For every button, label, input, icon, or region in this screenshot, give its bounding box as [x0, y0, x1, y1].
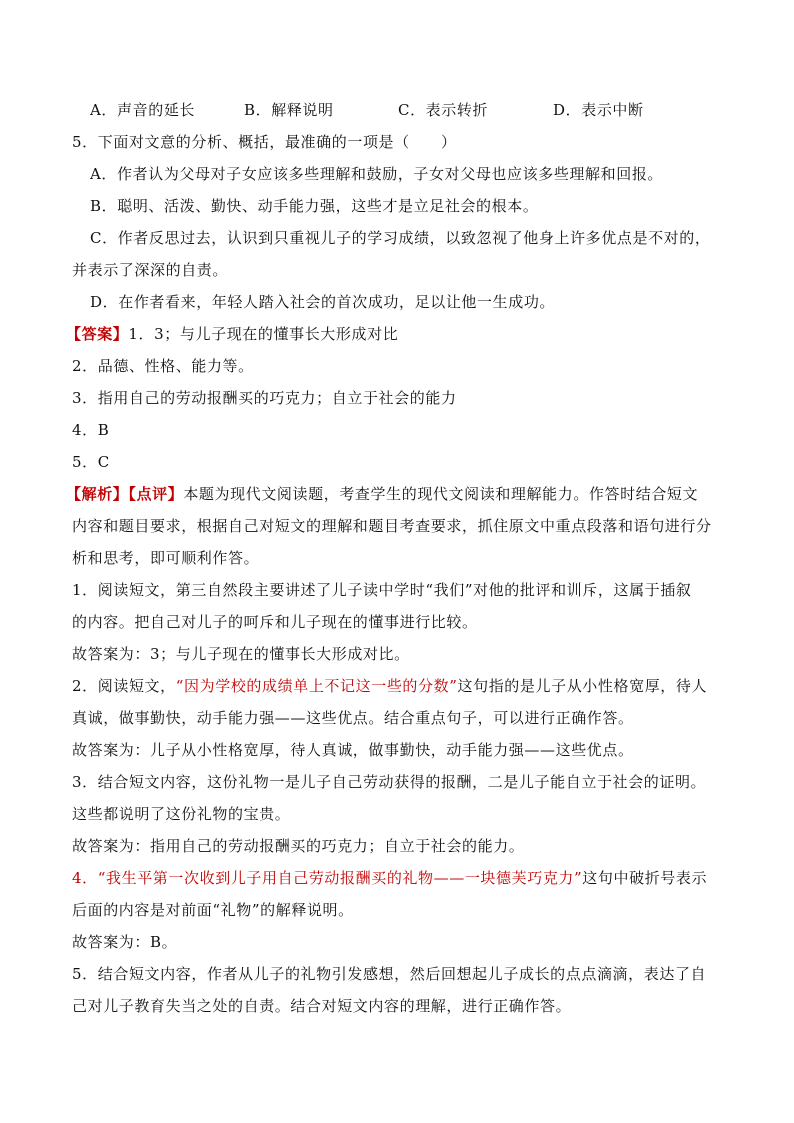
- q4-option-d: D．表示中断: [553, 101, 644, 119]
- explain-5-line-1: 5．结合短文内容，作者从儿子的礼物引发感想，然后回想起儿子成长的点点滴滴，表达了自: [72, 965, 707, 983]
- explain-4-line-1: [72, 868, 732, 888]
- explain-4-line-2: 后面的内容是对前面“礼物”的解释说明。: [72, 901, 354, 919]
- explain-3-answer: 故答案为：指用自己的劳动报酬买的巧克力；自立于社会的能力。: [72, 837, 525, 855]
- explain-1-line-2: 的内容。把自己对儿子的呵斥和儿子现在的懂事进行比较。: [72, 613, 478, 631]
- explain-3-line-1: 3．结合短文内容，这份礼物一是儿子自己劳动获得的报酬，二是儿子能自立于社会的证明。: [72, 773, 707, 791]
- q5-option-c: C．作者反思过去，认识到只重视儿子的学习成绩，以致忽视了他身上许多优点是不对的，: [90, 229, 711, 247]
- q4-option-c: C．表示转折: [398, 101, 489, 119]
- answer-line-1: [66, 324, 726, 344]
- answer-tag: 【答案】: [66, 325, 129, 343]
- q4-option-b: B．解释说明: [244, 101, 334, 119]
- analysis-intro-3: 析和思考，即可顺利作答。: [72, 549, 260, 567]
- answer-1: 1．3；与儿子现在的懂事长大形成对比: [128, 325, 399, 343]
- explain-1-answer: 故答案为：3；与儿子现在的懂事长大形成对比。: [72, 645, 410, 663]
- q5-option-a: A．作者认为父母对子女应该多些理解和鼓励，子女对父母也应该多些理解和回报。: [90, 165, 664, 183]
- explain-2-prefix: 2．阅读短文，: [72, 677, 176, 695]
- explain-2-answer: 故答案为：儿子从小性格宽厚，待人真诚，做事勤快，动手能力强——这些优点。: [72, 741, 634, 759]
- explain-5-line-2: 己对儿子教育失当之处的自责。结合对短文内容的理解，进行正确作答。: [72, 997, 572, 1015]
- q5-option-b: B．聪明、活泼、勤快、动手能力强，这些才是立足社会的根本。: [90, 197, 539, 215]
- q5-option-c-cont: 并表示了深深的自责。: [72, 261, 229, 279]
- explain-4-answer: 故答案为：B。: [72, 933, 178, 951]
- analysis-intro-2: 内容和题目要求，根据自己对短文的理解和题目考查要求，抓住原文中重点段落和语句进行分: [72, 517, 712, 535]
- explain-2-line-1: [72, 676, 732, 696]
- explain-2-line-2: 真诚，做事勤快，动手能力强——这些优点。结合重点句子，可以进行正确作答。: [72, 709, 634, 727]
- q5-option-d: D．在作者看来，年轻人踏入社会的首次成功，足以让他一生成功。: [90, 293, 556, 311]
- answer-2: 2．品德、性格、能力等。: [72, 357, 254, 375]
- answer-5: 5．C: [72, 453, 110, 471]
- explain-4-quote: 4．“我生平第一次收到儿子用自己劳动报酬买的礼物——一块德芙巧克力”: [72, 869, 583, 887]
- explain-2-rest: 这句指的是儿子从小性格宽厚，待人: [457, 677, 708, 695]
- analysis-intro-text: 本题为现代文阅读题，考查学生的现代文阅读和理解能力。作答时结合短文: [183, 485, 699, 503]
- q5-stem: 5．下面对文意的分析、概括，最准确的一项是（ ）: [72, 133, 457, 151]
- explain-4-rest: 这句中破折号表示: [582, 869, 708, 887]
- q4-option-a: A．声音的延长: [90, 101, 196, 119]
- answer-3: 3．指用自己的劳动报酬买的巧克力；自立于社会的能力: [72, 389, 457, 407]
- answer-4: 4．B: [72, 421, 110, 439]
- explain-2-quote: “因为学校的成绩单上不记这一些的分数”: [175, 677, 458, 695]
- explain-1-line-1: 1．阅读短文，第三自然段主要讲述了儿子读中学时“我们”对他的批评和训斥，这属于插叙: [72, 581, 692, 599]
- analysis-tag: 【解析】【点评】: [66, 485, 184, 503]
- explain-3-line-2: 这些都说明了这份礼物的宝贵。: [72, 805, 291, 823]
- analysis-intro-1: [66, 484, 726, 504]
